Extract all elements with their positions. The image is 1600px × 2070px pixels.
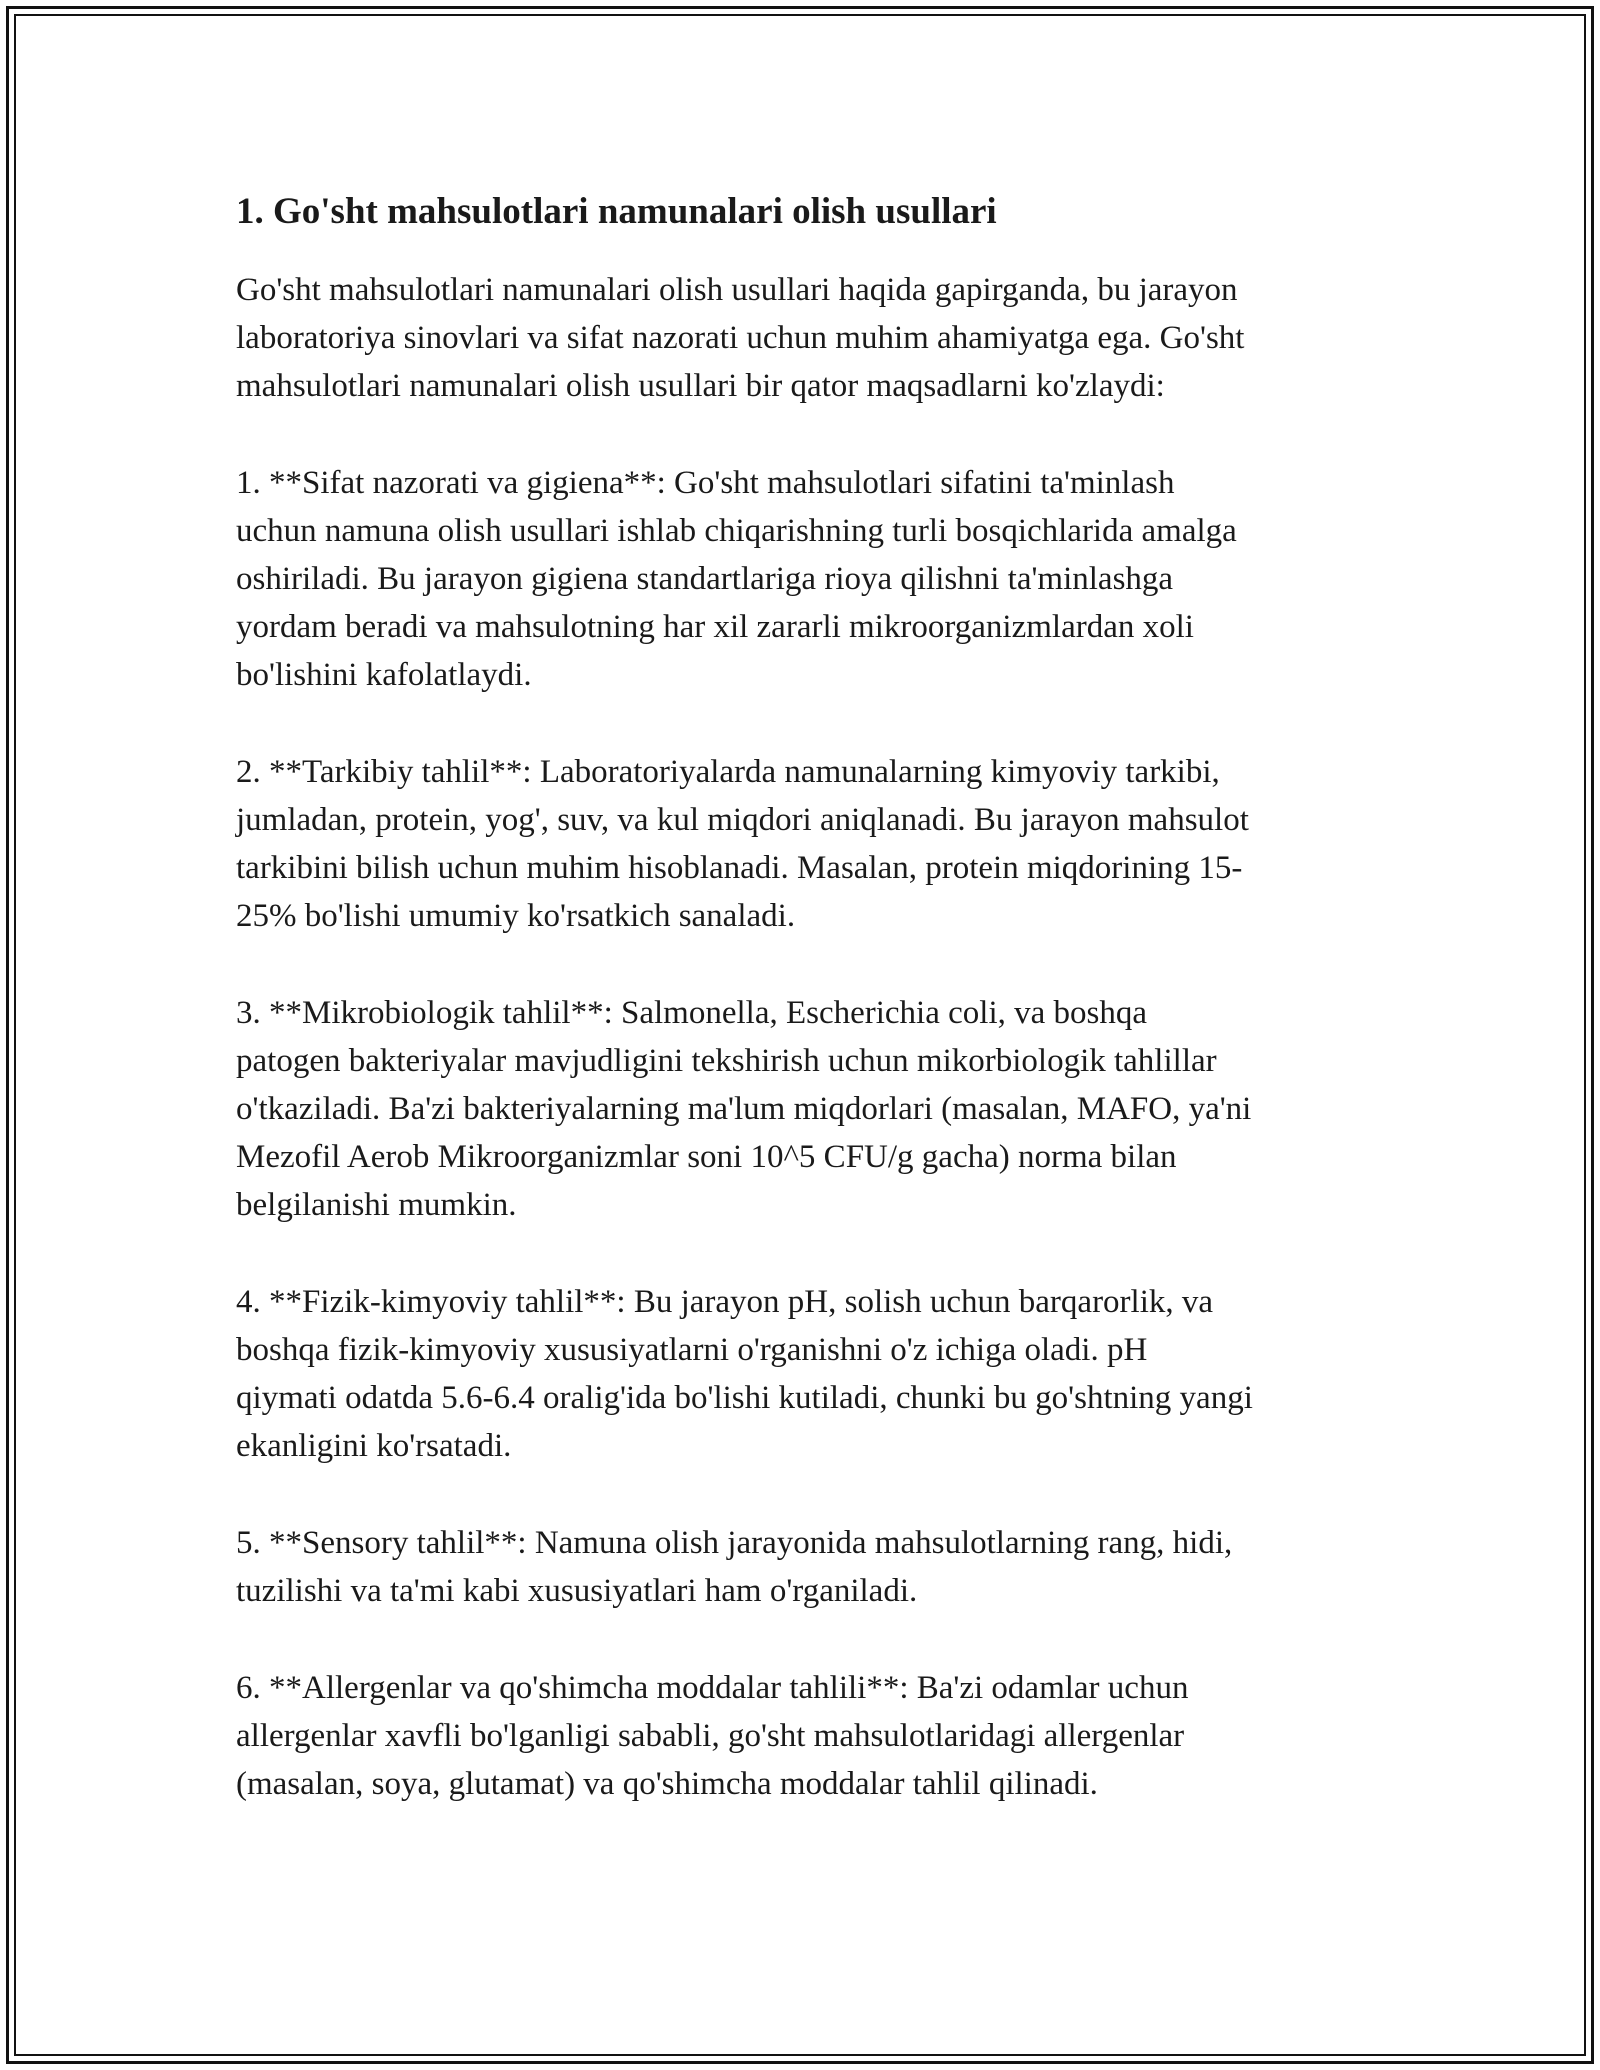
document-title: 1. Go'sht mahsulotlari namunalari olish usullari [236, 191, 997, 232]
paragraph-sensory-analysis: 5. **Sensory tahlil**: Namuna olish jarayonida mahsulotlarning rang, hidi, tuzilishi va ta'mi kabi xususiyatlari ham o'rganiladi. [236, 1525, 1233, 1609]
intro-paragraph: Go'sht mahsulotlari namunalari olish usullari haqida gapirganda, bu jarayon laboratoriya sinovlari va sifat nazorati uchun muhim ahamiyatga ega. Go'sht mahsulotlari namunalari olish usullari bir qator maqsadlarni ko'zlaydi: [236, 272, 1245, 404]
paragraph-composition-analysis: 2. **Tarkibiy tahlil**: Laboratoriyalarda namunalarning kimyoviy tarkibi, jumladan, protein, yog', suv, va kul miqdori aniqlanadi. Bu jarayon mahsulot tarkibini bilish uchun muhim hisoblanadi. Masalan, protein miqdorining 15- 25% bo'lishi umumiy ko'rsatkich sanaladi. [236, 754, 1249, 934]
paragraph-quality-control: 1. **Sifat nazorati va gigiena**: Go'sht mahsulotlari sifatini ta'minlash uchun namuna olish usullari ishlab chiqarishning turli bosqichlarida amalga oshiriladi. Bu jarayon gigiena standartlariga rioya qilishni ta'minlashga yordam beradi va mahsulotning har xil zararli mikroorganizmlardan xoli bo'lishini kafolatlaydi. [236, 465, 1237, 693]
paragraph-allergen-analysis: 6. **Allergenlar va qo'shimcha moddalar tahlili**: Ba'zi odamlar uchun allergenlar xavfli bo'lganligi sababli, go'sht mahsulotlaridagi allergenlar (masalan, soya, glutamat) va qo'shimcha moddalar tahlil qilinadi. [236, 1670, 1189, 1802]
paragraph-physicochemical-analysis: 4. **Fizik-kimyoviy tahlil**: Bu jarayon pH, solish uchun barqarorlik, va boshqa fizik-kimyoviy xususiyatlarni o'rganishni o'z ichiga oladi. pH qiymati odatda 5.6-6.4 oralig'ida bo'lishi kutiladi, chunki bu go'shtning yangi ekanligini ko'rsatadi. [236, 1284, 1253, 1464]
paragraph-microbiological-analysis: 3. **Mikrobiologik tahlil**: Salmonella, Escherichia coli, va boshqa patogen bakteriyalar mavjudligini tekshirish uchun mikorbiologik tahlillar o'tkaziladi. Ba'zi bakteriyalarning ma'lum miqdorlari (masalan, MAFO, ya'ni Mezofil Aerob Mikroorganizmlar soni 10^5 CFU/g gacha) norma bilan belgilanishi mumkin. [236, 995, 1252, 1223]
document-body [236, 186, 1376, 1857]
